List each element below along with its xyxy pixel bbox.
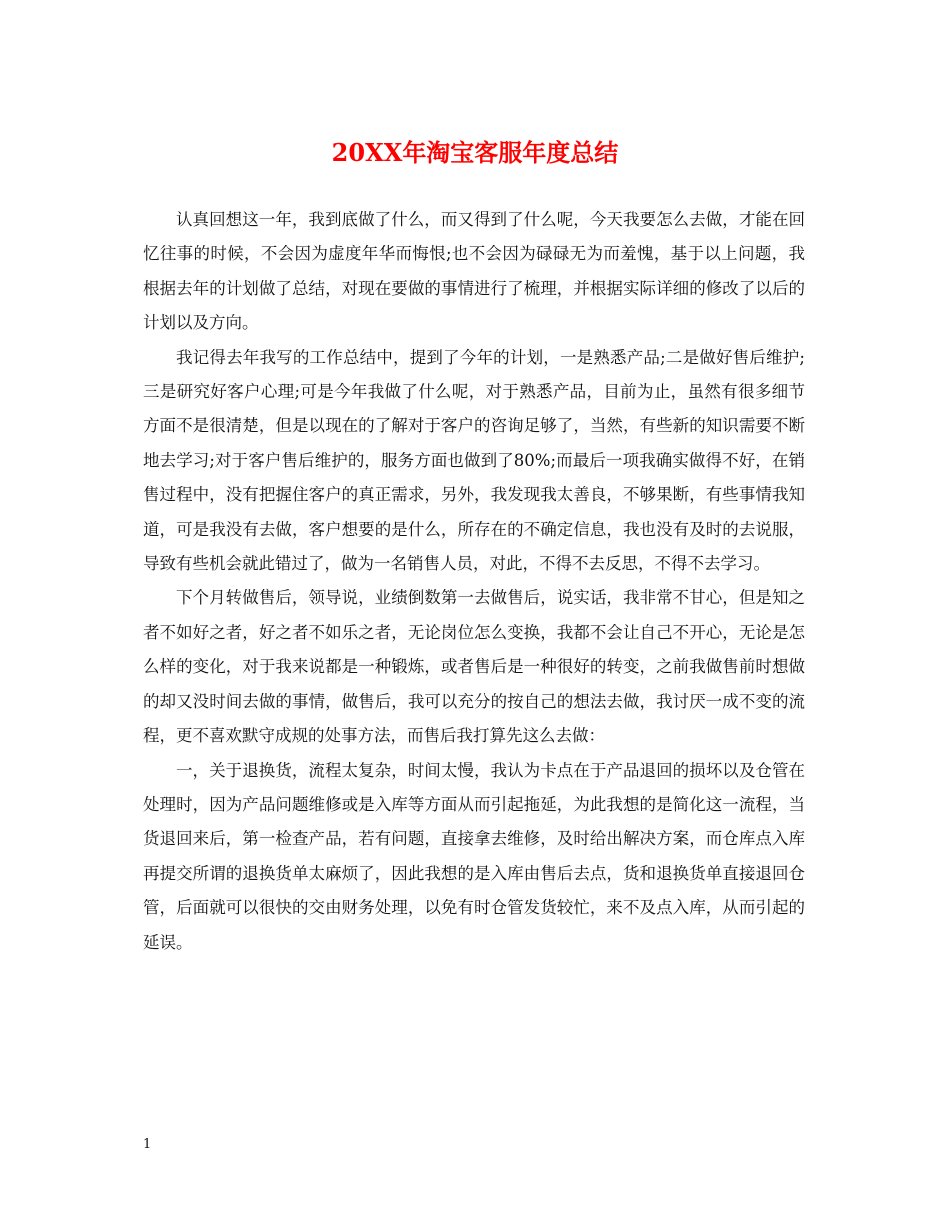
page-number: 1 (143, 1137, 152, 1152)
paragraph-3: 下个月转做售后，领导说，业绩倒数第一去做售后，说实话，我非常不甘心，但是知之者不如好之者，好之者不如乐之者，无论岗位怎么变换，我都不会让自己不开心，无论是怎么样的变化，对于我来说都是一种锻炼，或者售后是一种很好的转变，之前我做售前时想做的却又没时间去做的事情，做售后，我可以充分的按自己的想法去做，我讨厌一成不变的流程，更不喜欢默守成规的处事方法，而售后我打算先这么去做： (143, 588, 805, 746)
document-body (143, 203, 805, 960)
paragraph-2: 我记得去年我写的工作总结中，提到了今年的计划，一是熟悉产品;二是做好售后维护;三是研究好客户心理;可是今年我做了什么呢，对于熟悉产品，目前为止，虽然有很多细节方面不是很清楚，但是以现在的了解对于客户的咨询足够了，当然，有些新的知识需要不断地去学习;对于客户售后维护的，服务方面也做到了80%;而最后一项我确实做得不好，在销售过程中，没有把握住客户的真正需求，另外，我发现我太善良，不够果断，有些事情我知道，可是我没有去做，客户想要的是什么，所存在的不确定信息，我也没有及时的去说服，导致有些机会就此错过了，做为一名销售人员，对此，不得不去反思，不得不去学习。 (143, 347, 805, 574)
paragraph-4: 一，关于退换货，流程太复杂，时间太慢，我认为卡点在于产品退回的损坏以及仓管在处理时，因为产品问题维修或是入库等方面从而引起拖延，为此我想的是简化这一流程，当货退回来后，第一检查产品，若有问题，直接拿去维修，及时给出解决方案，而仓库点入库再提交所谓的退换货单太麻烦了，因此我想的是入库由售后去点，货和退换货单直接退回仓管，后面就可以很快的交由财务处理，以免有时仓管发货较忙，来不及点入库，从而引起的延误。 (143, 760, 805, 952)
document-title: 20XX年淘宝客服年度总结 (331, 138, 619, 167)
paragraph-1: 认真回想这一年，我到底做了什么，而又得到了什么呢，今天我要怎么去做，才能在回忆往事的时候，不会因为虚度年华而悔恨;也不会因为碌碌无为而羞愧，基于以上问题，我根据去年的计划做了总结，对现在要做的事情进行了梳理，并根据实际详细的修改了以后的计划以及方向。 (143, 210, 805, 333)
